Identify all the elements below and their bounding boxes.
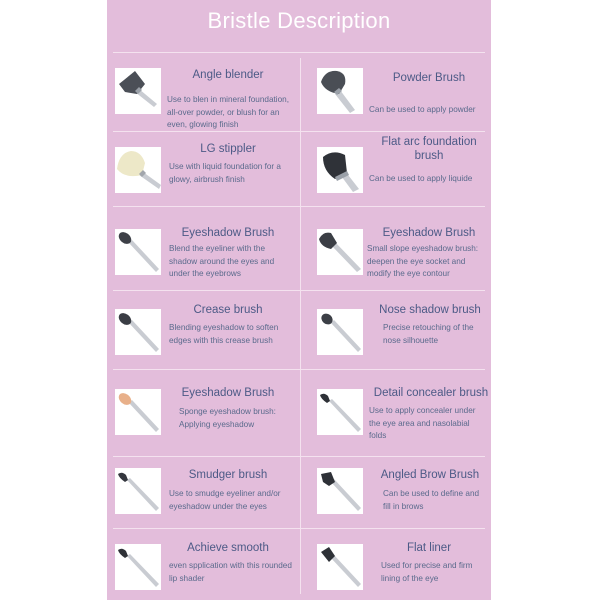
brush-name: Crease brush bbox=[193, 304, 263, 316]
brush-description: even spplication with this rounded lip shader bbox=[169, 561, 292, 583]
divider bbox=[113, 369, 485, 370]
brush-name: Eyeshadow Brush bbox=[181, 387, 275, 399]
detail-concealer-brush-icon bbox=[317, 389, 363, 435]
brush-description: Use to blen in mineral foundation, all-over powder, or blush for an even, glowing finish bbox=[167, 95, 289, 129]
brush-name: Flat liner bbox=[406, 542, 452, 554]
stippler-brush-icon bbox=[115, 147, 161, 193]
brush-description: Small slope eyeshadow brush: deepen the eye socket and modify the eye contour bbox=[367, 244, 479, 278]
crease-brush-icon bbox=[115, 309, 161, 355]
flat-liner-brush-icon bbox=[317, 544, 363, 590]
brush-name: Flat arc foundation brush bbox=[381, 136, 477, 162]
brush-description: Sponge eyeshadow brush: Applying eyeshadow bbox=[179, 407, 276, 429]
page-title: Bristle Description bbox=[207, 8, 391, 33]
brush-description: Blending eyeshadow to soften edges with this crease brush bbox=[169, 323, 279, 345]
divider bbox=[113, 290, 485, 291]
brush-name: Eyeshadow Brush bbox=[181, 227, 275, 239]
sponge-eyeshadow-brush-icon bbox=[115, 389, 161, 435]
angled-brow-brush-icon bbox=[317, 468, 363, 514]
brush-description: Can be used to define and fill in brows bbox=[383, 489, 480, 511]
brush-description: Can be used to apply liquide bbox=[369, 174, 473, 183]
brush-name: Angled Brow Brush bbox=[380, 469, 480, 481]
lip-shader-brush-icon bbox=[115, 544, 161, 590]
brush-name: Angle blender bbox=[192, 69, 264, 81]
divider bbox=[113, 52, 485, 53]
divider bbox=[113, 456, 485, 457]
brush-description: Blend the eyeliner with the shadow around the eyes and under the eyebrows bbox=[169, 244, 275, 278]
brush-name: Achieve smooth bbox=[187, 542, 269, 554]
brush-description: Use to apply concealer under the eye area and nasolabial folds bbox=[369, 406, 476, 440]
smudger-brush-icon bbox=[115, 468, 161, 514]
brush-description: Used for precise and firm lining of the eye bbox=[381, 561, 473, 583]
brush-name: LG stippler bbox=[200, 143, 256, 155]
powder-brush-icon bbox=[317, 68, 363, 114]
divider bbox=[113, 206, 485, 207]
brush-name: Powder Brush bbox=[392, 72, 466, 84]
brush-description: Use with liquid foundation for a glowy, airbrush finish bbox=[169, 162, 281, 184]
brush-description: Precise retouching of the nose silhouette bbox=[383, 323, 474, 345]
nose-shadow-brush-icon bbox=[317, 309, 363, 355]
column-divider bbox=[300, 58, 301, 594]
brush-name: Nose shadow brush bbox=[379, 304, 481, 316]
bristle-description-panel bbox=[107, 0, 491, 600]
divider bbox=[113, 528, 485, 529]
eyeshadow-brush-icon bbox=[115, 229, 161, 275]
angle-blender-brush-icon bbox=[115, 68, 161, 114]
brush-description: Use to smudge eyeliner and/or eyeshadow under the eyes bbox=[169, 489, 281, 511]
brush-description: Can be used to apply powder bbox=[369, 105, 476, 114]
slope-eyeshadow-brush-icon bbox=[317, 229, 363, 275]
brush-name: Smudger brush bbox=[188, 469, 268, 481]
flat-arc-foundation-brush-icon bbox=[317, 147, 363, 193]
brush-name: Eyeshadow Brush bbox=[382, 227, 476, 239]
brush-name: Detail concealer brush bbox=[373, 387, 489, 399]
